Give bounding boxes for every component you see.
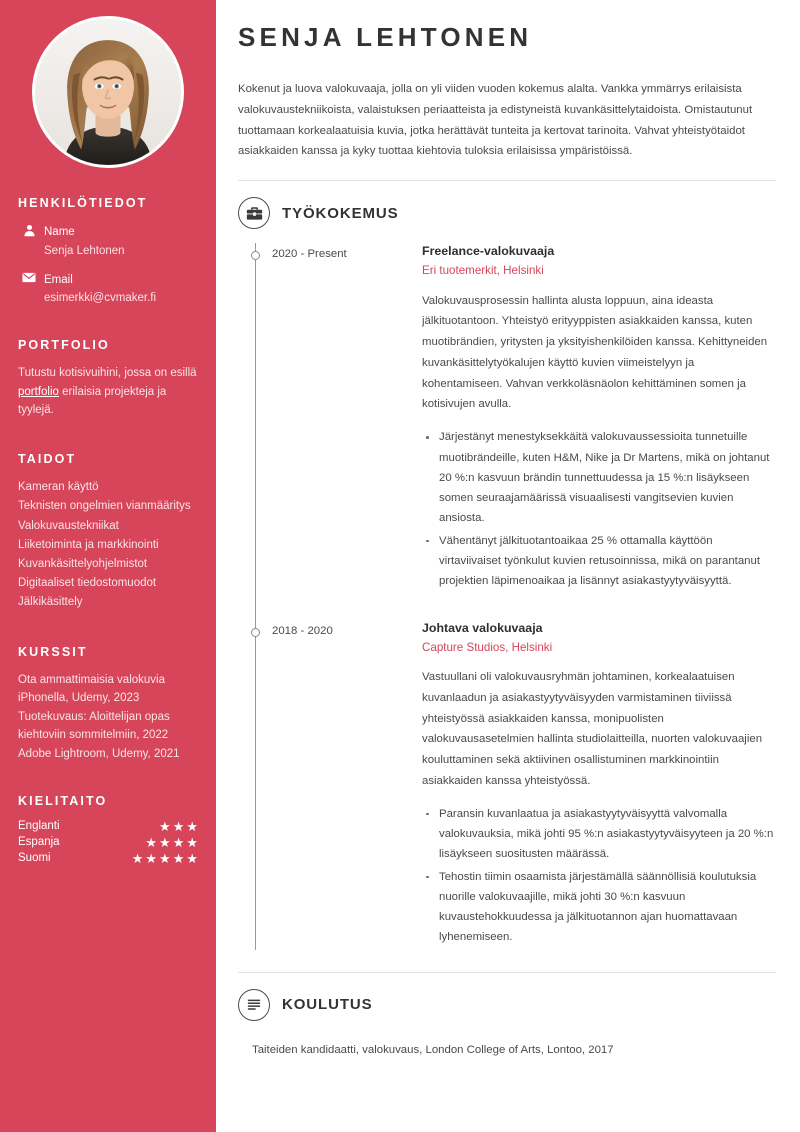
language-rating-stars <box>132 852 198 865</box>
star-icon: ★ <box>145 834 158 850</box>
skill-list <box>18 478 198 612</box>
main-content <box>216 0 800 1132</box>
list-item: Teknisten ongelmien vianmääritys <box>18 500 191 513</box>
contact-value-name: Senja Lehtonen <box>44 244 125 257</box>
star-icon: ★ <box>186 850 198 866</box>
contact-row-email <box>18 270 198 307</box>
experience-date: 2018 - 2020 <box>272 624 333 637</box>
list-item: Digitaaliset tiedostomuodot <box>18 577 157 590</box>
language-rating-stars <box>145 836 198 849</box>
section-skills <box>18 452 198 612</box>
list-item: Järjestänyt menestyksekkäitä valokuvaussessioita tunnetuille muotibrändeille, kuten H&M, Nike ja Dr Martens, mikä on johtanut 20 %:n kasvuun brändin tunnettuudessa ja 15 %:n lisäykseen somen seuraajamäärissä visuaalisesti vangitsevien kuvien ansiosta. <box>422 427 776 528</box>
star-icon: ★ <box>186 834 198 850</box>
section-work-experience <box>238 197 776 950</box>
list-item: Valokuvaustekniikat <box>18 519 119 532</box>
education-title: KOULUTUS <box>282 996 373 1014</box>
star-icon: ★ <box>186 818 198 834</box>
avatar <box>32 16 184 168</box>
experience-item <box>258 620 776 950</box>
star-icon: ★ <box>172 850 185 866</box>
skills-heading: TAIDOT <box>18 452 77 467</box>
professional-summary: Kokenut ja luova valokuvaaja, jolla on yli viiden vuoden kokemus alalta. Vankka ymmärrys erilaisista valokuvaustekniikoista, valaistuksen periaatteista ja edistyneistä kuvankäsittelytaidoista. Omistautunut tuottamaan korkealaatuisia kuvia, jotka herättävät tunteita ja kertovat tarinoita. Vahvat yhteistyötaidot asiakkaiden kanssa ja kyky tuottaa kiehtovia tuloksia erilaisissa ympäristöissä. <box>238 83 753 158</box>
work-experience-title: TYÖKOKEMUS <box>282 204 399 222</box>
timeline-dot-icon <box>251 628 260 637</box>
star-icon: ★ <box>159 834 171 850</box>
section-personal-details <box>18 196 198 306</box>
list-item: Tehostin tiimin osaamista järjestämällä säännöllisiä koulutuksia nuorille valokuvaajille, mikä johti 30 %:n kasvuun kuvaustehokkuudessa ja jälkituotannon ajan huomattavaan lyhenemiseen. <box>422 867 776 948</box>
contact-row-name <box>18 222 198 259</box>
courses-heading: KURSSIT <box>18 644 88 659</box>
language-list <box>18 820 198 865</box>
list-item: Kameran käyttö <box>18 481 99 494</box>
portfolio-text-after: erilaisia projekteja ja tyylejä. <box>18 385 167 417</box>
experience-bullet-list <box>422 804 776 948</box>
person-icon <box>18 222 40 237</box>
star-icon: ★ <box>131 850 144 866</box>
contact-label-name: Name <box>44 226 75 238</box>
briefcase-icon <box>238 197 270 229</box>
language-name: Suomi <box>18 852 51 865</box>
photo-container <box>18 16 198 168</box>
timeline-line <box>255 243 256 950</box>
section-portfolio <box>18 338 198 420</box>
experience-job-title: Johtava valokuvaaja <box>422 620 543 635</box>
work-experience-header <box>238 197 776 229</box>
language-rating-stars <box>159 820 198 833</box>
star-icon: ★ <box>172 818 185 834</box>
section-education <box>238 989 776 1060</box>
experience-description: Vastuullani oli valokuvausryhmän johtaminen, korkealaatuisen kuvanlaadun ja asiakastyytyväisyyden varmistaminen tiiviissä yhteistyössä asiakkaiden kanssa, monipuolisten valokuvausasetelmien hallinta studiolaitteilla, nuorten valokuvaajien kouluttaminen sekä aktiivinen osallistuminen markkinointiin asiakkaiden kanssa yhteistyössä. <box>422 671 763 787</box>
portfolio-link[interactable]: portfolio <box>18 385 59 398</box>
language-name: Englanti <box>18 820 60 833</box>
contact-label-email: Email <box>44 273 73 286</box>
list-item <box>18 820 198 833</box>
list-item <box>18 852 198 865</box>
experience-item <box>258 243 776 593</box>
personal-details-heading: HENKILÖTIEDOT <box>18 196 148 210</box>
contact-list <box>18 222 198 306</box>
list-item: Kuvankäsittelyohjelmistot <box>18 557 148 570</box>
portfolio-text <box>18 364 198 420</box>
star-icon: ★ <box>159 818 171 834</box>
document-lines-icon <box>238 989 270 1021</box>
list-item: Vähentänyt jälkituotantoaikaa 25 % ottamalla käyttöön virtaviivaiset työnkulut kuvien retusoinnissa, mikä on parantanut projektien läpimenoaikaa ja lisännyt asiakastyytyväisyyttä. <box>422 531 776 592</box>
portfolio-text-before: Tutustu kotisivuihini, jossa on esillä <box>18 367 197 380</box>
star-icon: ★ <box>159 850 171 866</box>
experience-company: Capture Studios, Helsinki <box>422 640 553 654</box>
divider <box>238 972 776 973</box>
portrait-photo-icon <box>35 19 181 165</box>
page-title: SENJA LEHTONEN <box>238 22 533 52</box>
list-item: Ota ammattimaisia valokuvia iPhonella, Udemy, 2023 <box>18 673 165 705</box>
divider <box>238 180 776 181</box>
list-item: Liiketoiminta ja markkinointi <box>18 538 159 551</box>
sidebar <box>0 0 216 1132</box>
star-icon: ★ <box>172 834 185 850</box>
star-icon: ★ <box>145 850 158 866</box>
list-item: Adobe Lightroom, Udemy, 2021 <box>18 748 180 761</box>
timeline-dot-icon <box>251 251 260 260</box>
section-languages <box>18 794 198 865</box>
list-item: Jälkikäsittely <box>18 596 83 609</box>
list-item <box>18 836 198 849</box>
list-item: Paransin kuvanlaatua ja asiakastyytyväisyyttä valvomalla valokuvauksia, mikä johti 95 %:n asiakastyytyväisyyteen ja 20 %:n lisäykseen suositusten määrässä. <box>422 804 776 865</box>
experience-job-title: Freelance-valokuvaaja <box>422 244 555 259</box>
experience-company: Eri tuotemerkit, Helsinki <box>422 264 544 278</box>
education-item: Taiteiden kandidaatti, valokuvaus, London College of Arts, Lontoo, 2017 <box>252 1043 614 1056</box>
portfolio-heading: PORTFOLIO <box>18 338 110 353</box>
section-courses <box>18 645 198 764</box>
envelope-icon <box>18 270 40 283</box>
experience-date: 2020 - Present <box>272 248 347 261</box>
list-item: Tuotekuvaus: Aloittelijan opas kiehtoviin sommitelmiin, 2022 <box>18 710 170 742</box>
experience-timeline <box>238 243 776 950</box>
experience-bullet-list <box>422 427 776 591</box>
languages-heading: KIELITAITO <box>18 793 108 808</box>
contact-value-email[interactable]: esimerkki@cvmaker.fi <box>44 292 156 305</box>
language-name: Espanja <box>18 836 60 849</box>
experience-description: Valokuvausprosessin hallinta alusta loppuun, aina ideasta jälkituotantoon. Yhteistyö erityyppisten asiakkaiden kanssa, kuten muotibrändien, yritysten ja yksityishenkilöiden kanssa. Kehittyneiden kuvankäsittelytyökalujen käyttö kuvien viimeistelyyn ja kohentamiseen. Vahvan verkkoläsnäolon kehittäminen somen ja kotisivujen avulla. <box>422 294 768 411</box>
education-header <box>238 989 776 1021</box>
course-list <box>18 671 198 764</box>
